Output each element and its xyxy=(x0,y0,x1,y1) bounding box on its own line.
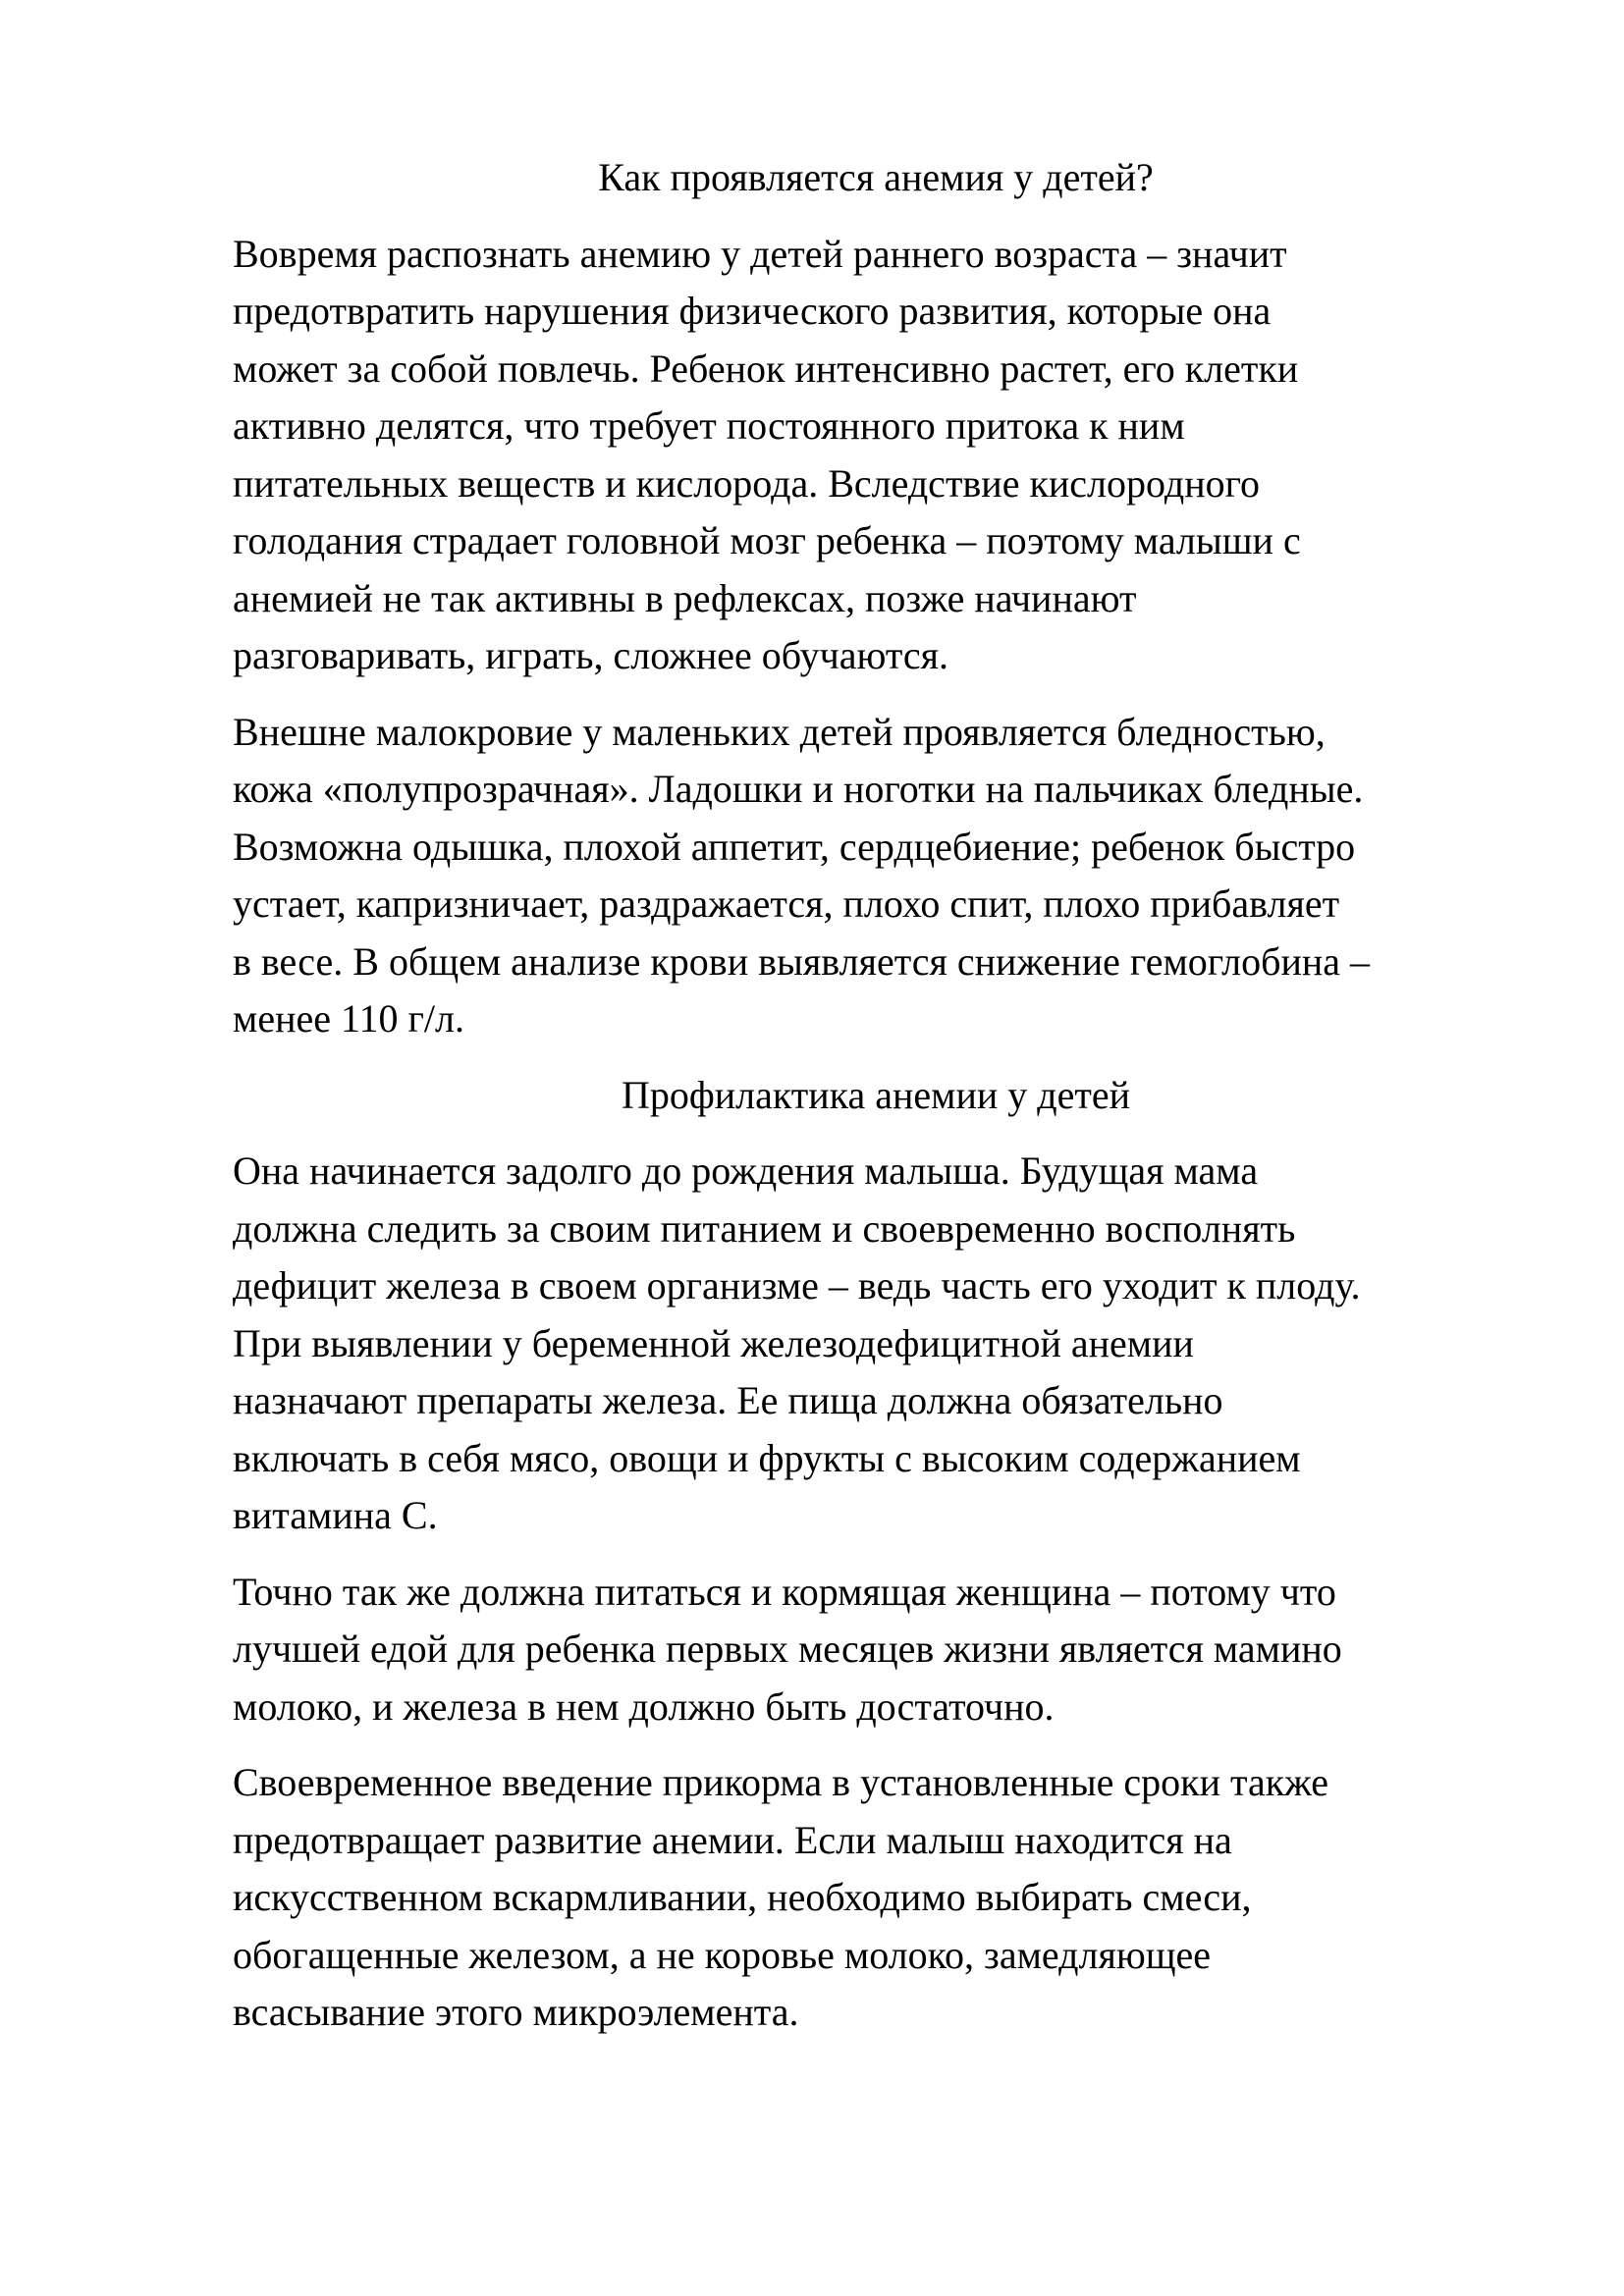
paragraph-external-signs xyxy=(233,704,1519,1048)
paragraph-line: должна следить за своим питанием и своевременно восполнять xyxy=(233,1205,1296,1251)
paragraph-line: питательных веществ и кислорода. Вследствие кислородного xyxy=(233,460,1261,506)
paragraph-pregnancy xyxy=(233,1143,1519,1545)
paragraph-line: При выявлении у беременной железодефицитной анемии xyxy=(233,1320,1194,1365)
paragraph-line: Своевременное введение прикорма в установленные сроки также xyxy=(233,1760,1329,1804)
paragraph-line: менее 110 г/л. xyxy=(233,996,464,1041)
paragraph-line: лучшей едой для ребенка первых месяцев жизни является мамино xyxy=(233,1627,1342,1671)
document-body xyxy=(233,149,1519,2060)
paragraph-line: активно делятся, что требует постоянного притока к ним xyxy=(233,403,1185,448)
paragraph-line: разговаривать, играть, сложнее обучаются. xyxy=(233,633,948,677)
paragraph-line: Вовремя распознать анемию у детей раннего возраста – значит xyxy=(233,231,1287,276)
paragraph-line: в весе. В общем анализе крови выявляется снижение гемоглобина – xyxy=(233,938,1371,984)
paragraph-line: витамина С. xyxy=(233,1493,438,1537)
paragraph-line: искусственном вскармливании, необходимо выбирать смеси, xyxy=(233,1875,1252,1919)
paragraph-line: Точно так же должна питаться и кормящая женщина – потому что xyxy=(233,1569,1336,1614)
paragraph-line: назначают препараты железа. Ее пища должна обязательно xyxy=(233,1378,1223,1422)
paragraph-line: молоко, и железа в нем должно быть достаточно. xyxy=(233,1683,1055,1729)
paragraph-line: голодания страдает головной мозг ребенка – поэтому малыши с xyxy=(233,518,1301,562)
paragraph-line: Внешне малокровие у маленьких детей проявляется бледностью, xyxy=(233,709,1326,754)
heading-anemia-prevention: Профилактика анемии у детей xyxy=(621,1072,1131,1117)
paragraph-line: Возможна одышка, плохой аппетит, сердцебиение; ребенок быстро xyxy=(233,824,1356,869)
paragraph-line: кожа «полупрозрачная». Ладошки и ноготки на пальчиках бледные. xyxy=(233,767,1364,811)
paragraph-line: дефицит железа в своем организме – ведь часть его уходит к плоду. xyxy=(233,1263,1361,1308)
paragraph-breastfeeding xyxy=(233,1564,1519,1736)
paragraph-complementary-feeding xyxy=(233,1754,1519,2042)
paragraph-early-detection xyxy=(233,226,1519,685)
paragraph-line: обогащенные железом, а не коровье молоко, замедляющее xyxy=(233,1932,1212,1977)
paragraph-line: устает, капризничает, раздражается, плохо спит, плохо прибавляет xyxy=(233,881,1340,926)
paragraph-line: предотвратить нарушения физического развития, которые она xyxy=(233,289,1272,333)
paragraph-line: предотвращает развитие анемии. Если малыш находится на xyxy=(233,1817,1232,1862)
paragraph-line: может за собой повлечь. Ребенок интенсивно растет, его клетки xyxy=(233,346,1299,391)
paragraph-line: анемией не так активны в рефлексах, позже начинают xyxy=(233,575,1137,620)
paragraph-line: Она начинается задолго до рождения малыша. Будущая мама xyxy=(233,1148,1259,1193)
paragraph-line: включать в себя мясо, овощи и фрукты с высоким содержанием xyxy=(233,1435,1301,1480)
heading-anemia-symptoms: Как проявляется анемия у детей? xyxy=(598,155,1154,199)
paragraph-line: всасывание этого микроэлемента. xyxy=(233,1990,799,2034)
